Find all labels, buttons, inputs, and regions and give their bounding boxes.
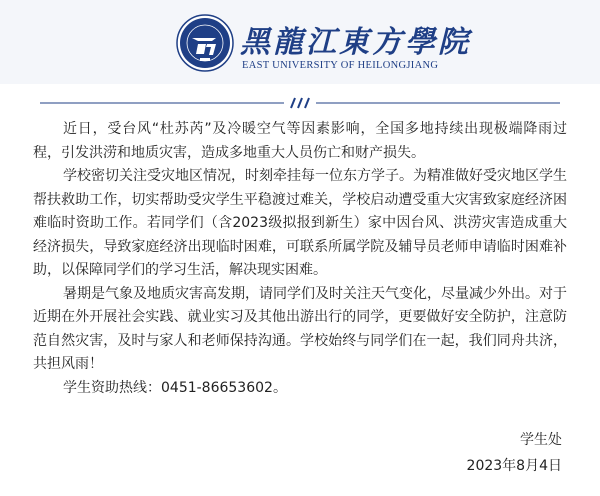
notice-body xyxy=(0,118,600,400)
university-seal-icon xyxy=(176,14,234,72)
section-divider xyxy=(0,96,600,110)
notice-date: 2023年8月4日 xyxy=(466,458,562,474)
notice-signature: 学生处 xyxy=(520,432,562,448)
notice-paragraph: 近日，受台风“杜苏芮”及冷暖空气等因素影响，全国多地持续出现极端降雨过程，引发洪涝和地质灾害，造成多地重大人员伤亡和财产损失。 xyxy=(33,121,567,161)
header-banner xyxy=(0,0,600,84)
notice-paragraph: 学生资助热线：0451-86653602。 xyxy=(63,379,287,396)
notice-paragraph: 暑期是气象及地质灾害高发期，请同学们及时关注天气变化，尽量减少外出。对于近期在外开展社会实践、就业实习及其他出游出行的同学，更要做好安全防护，注意防范自然灾害，及时与家人和老师保持沟通。学校始终与同学们在一起，我们同舟共济，共担风雨！ xyxy=(33,285,567,372)
notice-paragraph: 学校密切关注受灾地区情况，时刻牵挂每一位东方学子。为精准做好受灾地区学生帮扶救助工作，切实帮助受灾学生平稳渡过难关，学校启动遭受重大灾害致家庭经济困难临时资助工作。若同学们（含2023级拟报到新生）家中因台风、洪涝灾害造成重大经济损失，导致家庭经济出现临时困难，可联系所属学院及辅导员老师申请临时困难补助，以保障同学们的学习生活，解决现实困难。 xyxy=(33,168,567,278)
university-name-en: EAST UNIVERSITY OF HEILONGJIANG xyxy=(242,60,439,71)
university-name-cn: 黑龍江東方學院 xyxy=(240,25,471,60)
